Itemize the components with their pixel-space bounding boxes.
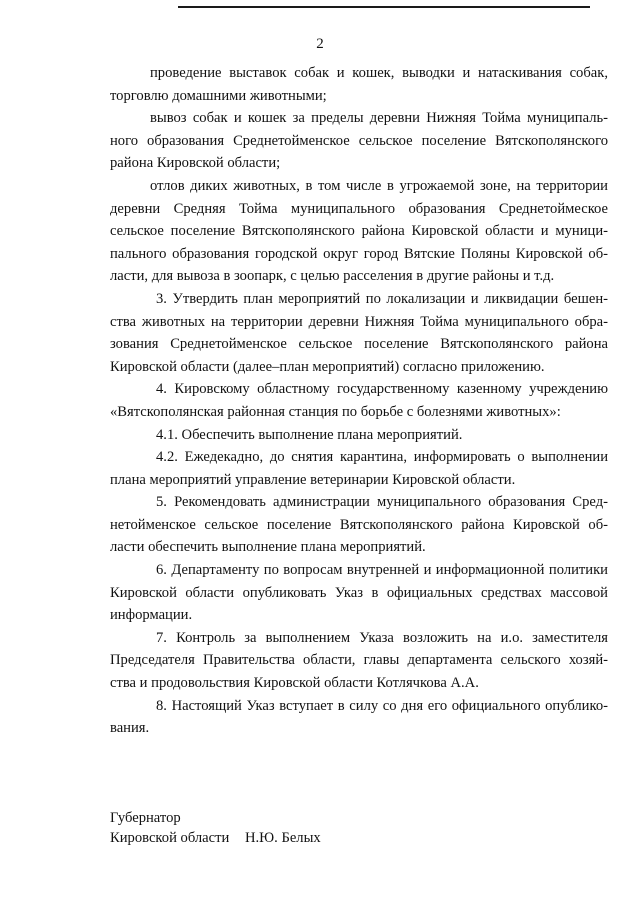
signature-name: Н.Ю. Белых (244, 830, 321, 846)
text-line: ласти, для вывоза в зоопарк, с целью расселения в другие районы и т.д. (110, 268, 555, 285)
text-line: 4.2. Ежедекадно, до снятия карантина, информировать о выполнении (156, 449, 608, 466)
text-line: 5. Рекомендовать администрации муниципального образования Сред- (156, 494, 608, 511)
text-line: 3. Утвердить план мероприятий по локализации и ликвидации бешен- (156, 290, 608, 307)
signature-region: Кировской области (110, 830, 230, 846)
signature-block (110, 808, 321, 848)
text-line: ства и продовольствия Кировской области Котлячкова А.А. (110, 675, 479, 692)
top-border-gap (150, 6, 178, 8)
text-line: 4. Кировскому областному государственному казенному учреждению (156, 381, 608, 398)
text-line: информации. (110, 607, 193, 624)
text-line: 6. Департаменту по вопросам внутренней и информационной политики (156, 562, 608, 579)
text-line: 8. Настоящий Указ вступает в силу со дня его официального опублико- (156, 697, 608, 714)
text-line: ства животных на территории деревни Нижняя Тойма муниципального обра- (110, 313, 608, 330)
text-line: сельское поселение Вятскополянского района Кировской области и муници- (110, 223, 608, 240)
text-line: вания. (110, 720, 150, 737)
text-line: торговлю домашними животными; (110, 87, 327, 104)
text-line: 4.1. Обеспечить выполнение плана мероприятий. (156, 426, 463, 443)
page-number: 2 (316, 36, 324, 52)
text-line: зования Среднетойменское сельское поселение Вятскополянского района (110, 336, 608, 353)
signature-title: Губернатор (110, 810, 181, 826)
text-line: Председателя Правительства области, главы департамента сельского хозяй- (110, 652, 608, 669)
text-line: 7. Контроль за выполнением Указа возложить на и.о. заместителя (156, 629, 608, 646)
text-line: Кировской области (далее–план мероприятий) согласно приложению. (110, 358, 545, 375)
text-line: деревни Средняя Тойма муниципального образования Среднетоймеское (110, 200, 608, 217)
text-line: района Кировской области; (110, 155, 281, 172)
text-line: вывоз собак и кошек за пределы деревни Нижняя Тойма муниципаль- (150, 110, 608, 127)
text-line: «Вятскополянская районная станция по борьбе с болезнями животных»: (110, 403, 561, 420)
top-border-line (150, 6, 590, 8)
text-line: Кировской области опубликовать Указ в официальных средствах массовой (110, 584, 608, 601)
text-line: ласти обеспечить выполнение плана мероприятий. (110, 539, 426, 556)
text-line: проведение выставок собак и кошек, выводки и натаскивания собак, (150, 65, 608, 81)
text-line: отлов диких животных, в том числе в угрожаемой зоне, на территории (150, 177, 608, 194)
text-line: нетойменское сельское поселение Вятскополянского района Кировской об- (110, 516, 608, 533)
document-body (110, 62, 608, 740)
signature-region-line (110, 828, 321, 848)
text-line: плана мероприятий управление ветеринарии Кировской области. (110, 471, 516, 488)
text-line: ного образования Среднетойменское сельское поселение Вятскополянского (110, 132, 608, 149)
text-line: пального образования городской округ город Вятские Поляны Кировской об- (110, 245, 608, 262)
